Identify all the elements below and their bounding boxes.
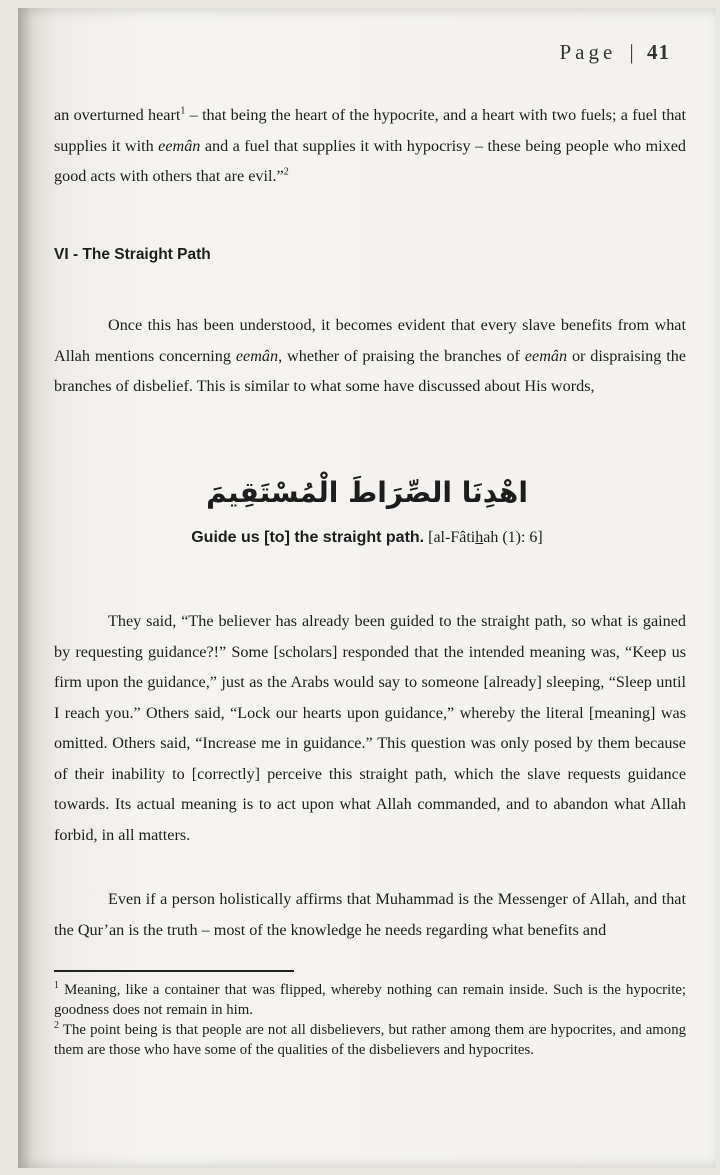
book-page — [18, 8, 716, 1168]
p1-text-c: and a fuel that supplies it with hypocrisy – these being people who mixed good acts with others that are evil.” — [54, 136, 686, 185]
footnote-2-number: 2 — [54, 1020, 59, 1032]
footnotes — [54, 980, 686, 1060]
verse-ref-b: ah (1): 6] — [483, 529, 543, 546]
verse-ref-a: [al-Fâti — [424, 529, 476, 546]
paragraph-4 — [54, 884, 686, 945]
header-separator: | — [629, 40, 634, 64]
p1-text-a: an overturned heart — [54, 106, 181, 124]
section-heading: VI - The Straight Path — [54, 246, 211, 263]
verse-translation — [18, 529, 716, 547]
footnote-ref-1[interactable]: 1 — [180, 105, 186, 117]
p2-text-c: or dispraising the branches of disbelief. This is similar to what some have discussed about His words, — [54, 346, 686, 395]
footnote-ref-2[interactable]: 2 — [283, 166, 289, 178]
paragraph-3 — [54, 606, 686, 850]
p2-eeman-1: eemân — [235, 346, 279, 365]
page-label: Page — [559, 40, 617, 64]
p2-eeman-2: eemân — [524, 346, 568, 365]
paragraph-2 — [54, 310, 686, 402]
footnote-2-text: The point being is that people are not all disbelievers, but rather among them are hypocrites, and among them are those who have some of the qualities of the disbelievers and hypocrites. — [54, 1022, 686, 1058]
verse-ref-h: h — [475, 529, 484, 546]
p2-text-b: , whether of praising the branches of — [278, 346, 525, 365]
footnote-divider — [54, 970, 294, 972]
page-header — [559, 40, 670, 65]
paragraph-1 — [54, 100, 686, 192]
page-number: 41 — [647, 40, 670, 64]
p1-eeman: eemân — [158, 136, 201, 155]
p1-text-b: – that being the heart of the hypocrite, and a heart with two fuels; a fuel that supplies it with — [54, 106, 686, 155]
footnote-1-number: 1 — [54, 980, 59, 992]
p2-text-a: Once this has been understood, it becomes evident that every slave benefits from what Allah mentions concerning — [54, 316, 686, 365]
verse-text: Guide us [to] the straight path. — [191, 529, 425, 546]
footnote-1 — [54, 980, 686, 1020]
arabic-verse: اهْدِنَا الصِّرَاطَ الْمُسْتَقِيمَ — [206, 476, 528, 509]
footnote-2 — [54, 1020, 686, 1060]
footnote-1-text: Meaning, like a container that was flipped, whereby nothing can remain inside. Such is the hypocrite; goodness does not remain in him. — [54, 982, 686, 1018]
p3-text: They said, “The believer has already been guided to the straight path, so what is gained by requesting guidance?!” Some [scholars] responded that the intended meaning was, “Keep us firm upon the guidance,” just as the Arabs would say to someone [already] sleeping, “Sleep until I reach you.” Others said, “Lock our hearts upon guidance,” whereby the literal [meaning] was omitted. Others said, “Increase me in guidance.” This question was only posed by them because of their inability to [correctly] perceive this straight path, which the slave requests guidance towards. Its actual meaning is to act upon what Allah commanded, and to abandon what Allah forbid, in all matters. — [54, 612, 686, 844]
p4-text: Even if a person holistically affirms that Muhammad is the Messenger of Allah, and that the Qur’an is the truth – most of the knowledge he needs regarding what benefits and — [54, 890, 686, 939]
